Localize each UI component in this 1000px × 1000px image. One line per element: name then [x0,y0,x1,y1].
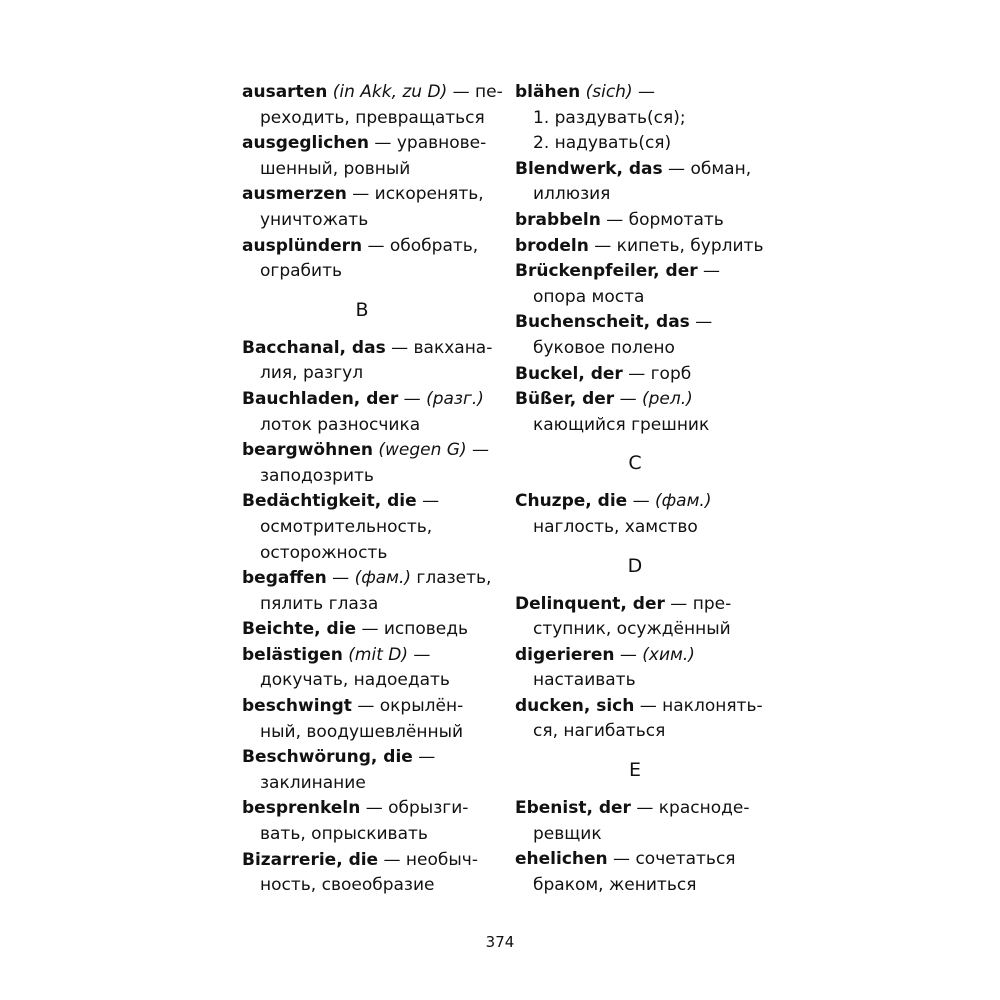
entry-line [242,157,492,183]
dictionary-entry [515,592,775,643]
translation-text: — вакхана- [385,337,493,358]
right-column [515,80,775,898]
translation-text: браком, жениться [533,874,697,895]
dictionary-entry [242,131,492,182]
entry-line [242,106,492,132]
dictionary-entry [515,796,775,847]
headword: Buckel, der [515,363,623,384]
entry-line [515,157,775,183]
translation-text: 1. раздувать(ся); [533,107,686,128]
entry-line [242,771,492,797]
dictionary-entry [242,387,492,438]
entry-line [515,413,775,439]
headword: ausmerzen [242,184,347,205]
entry-line [515,822,775,848]
dictionary-entry [242,643,492,694]
entry-line [242,259,492,285]
translation-text: — обман, [662,158,752,179]
dictionary-entry [242,566,492,617]
headword: ausarten [242,82,328,102]
entry-line [242,592,492,618]
translation-text: заклинание [260,772,366,793]
headword: Beichte, die [242,619,357,640]
entry-line [515,106,775,132]
entry-line [242,515,492,541]
entry-line [242,668,492,694]
headword: Bacchanal, das [242,337,386,358]
entry-line [242,438,492,464]
headword: begaffen [242,568,327,589]
translation-text: — [632,82,655,102]
entry-line [515,208,775,234]
entry-line [242,336,492,362]
entry-line [242,848,492,874]
translation-text: — [614,389,642,410]
translation-text: — [689,312,713,333]
grammar-note: (хим.) [642,644,695,665]
entry-line [242,234,492,260]
dictionary-entry [515,362,775,388]
translation-text: ный, воодушевлённый [260,721,464,742]
headword: besprenkeln [242,798,361,819]
translation-text: осторожность [260,542,388,563]
translation-text: — обрызги- [360,798,469,819]
entry-line [242,361,492,387]
dictionary-entry [515,847,775,898]
dictionary-entry [242,80,503,131]
translation-text: — [627,491,655,512]
translation-text: лоток разносчика [260,414,421,435]
dictionary-entry [242,848,492,899]
translation-text: — необыч- [378,849,478,870]
translation-text: ступник, осуждённый [533,619,731,640]
dictionary-entry [515,234,775,260]
translation-text: уничтожать [260,209,369,230]
translation-text: ность, своеобразие [260,875,435,896]
translation-text: — наклонять- [634,695,763,716]
headword: Blendwerk, das [515,158,663,179]
translation-text: буковое полено [533,337,675,358]
dictionary-entry [515,387,775,438]
headword: belästigen [242,644,343,665]
dictionary-entry [515,310,775,361]
translation-text: пялить глаза [260,593,379,614]
entry-line [242,694,492,720]
dictionary-entry [242,336,492,387]
dictionary-entry [515,208,775,234]
headword: Delinquent, der [515,593,665,614]
dictionary-entry [242,489,492,566]
headword: blähen [515,82,581,102]
translation-text: — [697,261,721,282]
headword: ducken, sich [515,695,635,716]
entry-line [515,182,775,208]
entry-line [242,464,492,490]
entry-line [515,694,775,720]
page-number: 374 [485,933,515,951]
headword: Ebenist, der [515,798,631,819]
translation-text: докучать, надоедать [260,670,450,691]
entry-line [515,847,775,873]
translation-text: — красноде- [630,798,750,819]
translation-text: — искоренять, [346,184,484,205]
entry-line [515,387,775,413]
dictionary-entry [515,259,775,310]
entry-line [515,362,775,388]
headword: Buchenscheit, das [515,312,690,333]
translation-text: ревщик [533,823,602,844]
entry-line [242,566,492,592]
translation-text: ограбить [260,261,342,282]
translation-text: — [466,440,489,461]
entry-line [515,617,775,643]
headword: beschwingt [242,696,352,717]
dictionary-entry [242,234,492,285]
translation-text: вать, опрыскивать [260,824,428,845]
grammar-note: (mit D) [348,644,408,665]
entry-line [242,489,492,515]
translation-text: иллюзия [533,184,611,205]
grammar-note: (wegen G) [378,440,467,461]
translation-text: — горб [622,363,692,384]
translation-text: — [412,747,436,768]
grammar-note: (рел.) [641,389,693,410]
translation-text: — [614,644,643,665]
section-letter: B [355,298,369,321]
translation-text: — [398,388,427,409]
dictionary-entry [242,182,492,233]
entry-line [242,643,492,669]
headword: Bizarrerie, die [242,849,379,870]
section-letter: D [627,554,643,577]
headword: Bedächtigkeit, die [242,491,417,512]
entry-line [515,336,775,362]
grammar-note: (sich) [585,82,633,102]
dictionary-entry [242,694,492,745]
grammar-note: (in Akk, zu D) [332,82,448,102]
translation-text: — пе- [447,82,503,102]
translation-text: лия, разгул [260,363,364,384]
headword: Chuzpe, die [515,491,628,512]
entry-line [242,131,492,157]
entry-line [515,489,775,515]
headword: Brückenpfeiler, der [515,261,698,282]
entry-line [242,822,492,848]
translation-text: — исповедь [356,619,469,640]
translation-text: наглость, хамство [533,516,698,537]
translation-text: шенный, ровный [260,158,411,179]
grammar-note: (фам.) [655,491,712,512]
entry-line [242,873,492,899]
dictionary-entry [242,438,492,489]
entry-line [242,208,492,234]
entry-line [515,285,775,311]
translation-text: — обобрать, [362,235,479,256]
translation-text: опора моста [533,286,645,307]
translation-text: — кипеть, бурлить [588,235,764,256]
translation-text: реходить, превращаться [260,107,485,128]
entry-line [515,259,775,285]
entry-line [242,796,492,822]
translation-text: глазеть, [411,568,492,589]
translation-text: — [416,491,440,512]
section-letter: E [628,759,641,782]
dictionary-entry [242,796,492,847]
entry-line [515,796,775,822]
entry-line [515,234,775,260]
headword: ausplündern [242,235,363,256]
entry-line [242,387,492,413]
translation-text: — пре- [664,593,732,614]
dictionary-entry [242,745,492,796]
headword: Büßer, der [515,389,615,410]
translation-text: — [408,644,431,665]
headword: Beschwörung, die [242,747,413,768]
headword: ehelichen [515,849,608,870]
entry-line [515,310,775,336]
entry-line [515,80,775,106]
entry-line [242,541,492,567]
dictionary-entry [515,80,775,157]
entry-line [242,720,492,746]
entry-line [242,617,492,643]
translation-text: кающийся грешник [533,414,710,435]
translation-text: — сочетаться [607,849,736,870]
left-column [242,80,503,899]
translation-text: — окрылён- [351,696,464,717]
translation-text: ся, нагибаться [533,721,666,742]
translation-text: — уравнове- [369,133,487,154]
entry-line [515,131,775,157]
entry-line [515,873,775,899]
dictionary-entry [515,694,775,745]
dictionary-entry [515,157,775,208]
translation-text: заподозрить [260,465,374,486]
entry-line [515,719,775,745]
headword: Bauchladen, der [242,388,399,409]
translation-text: — [326,568,355,589]
entry-line [242,182,492,208]
dictionary-entry [515,643,775,694]
entry-line [515,643,775,669]
translation-text: — бормотать [600,209,724,230]
entry-line [515,515,775,541]
headword: brodeln [515,235,589,256]
entry-line [242,745,492,771]
entry-line [242,80,503,106]
translation-text: осмотрительность, [260,516,433,537]
headword: digerieren [515,644,615,665]
entry-line [515,668,775,694]
headword: brabbeln [515,209,601,230]
entry-line [242,413,492,439]
dictionary-entry [242,617,492,643]
dictionary-entry [515,489,775,540]
translation-text: настаивать [533,670,636,691]
headword: beargwöhnen [242,440,373,461]
headword: ausgeglichen [242,133,370,154]
grammar-note: (фам.) [354,568,412,589]
entry-line [515,592,775,618]
translation-text: 2. надувать(ся) [533,133,672,154]
grammar-note: (разг.) [426,388,484,409]
section-letter: C [628,452,642,475]
